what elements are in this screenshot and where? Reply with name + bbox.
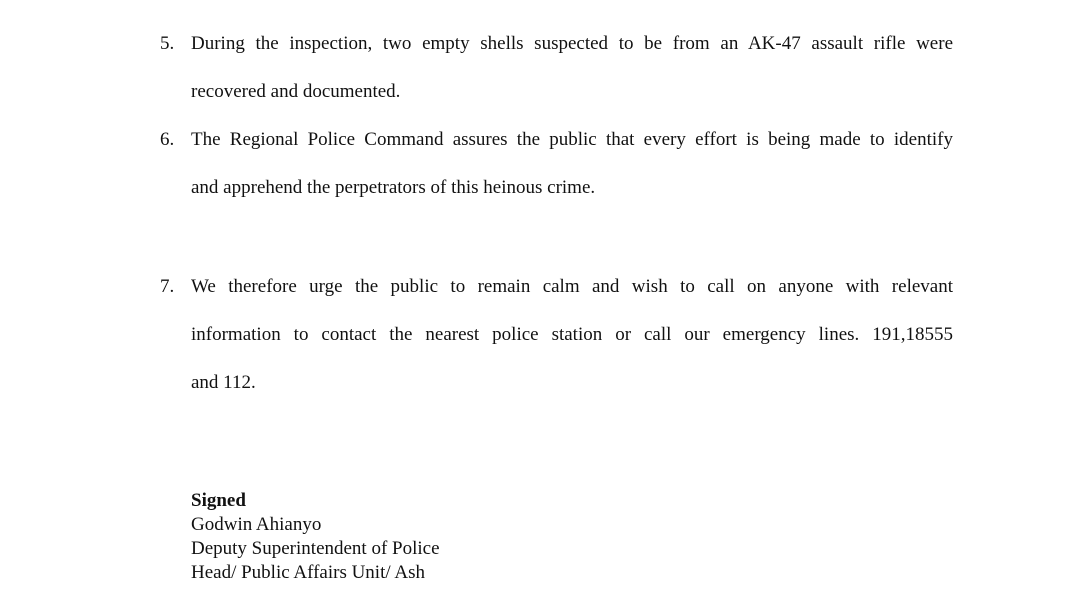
paragraph-line: and apprehend the perpetrators of this heinous crime. — [191, 177, 596, 198]
item-number: 5. — [160, 33, 175, 54]
paragraph-line: recovered and documented. — [191, 81, 401, 102]
paragraph-line: information to contact the nearest police station or call our emergency lines. 191,18555 — [191, 324, 953, 345]
paragraph-6 — [160, 129, 960, 209]
paragraph-line: and 112. — [191, 372, 256, 393]
item-number: 7. — [160, 276, 175, 297]
paragraph-7 — [160, 276, 960, 396]
item-number: 6. — [160, 129, 175, 150]
signatory-rank: Deputy Superintendent of Police — [191, 538, 440, 559]
signature-block — [191, 489, 440, 585]
paragraph-5 — [160, 33, 960, 113]
paragraph-line: We therefore urge the public to remain calm and wish to call on anyone with relevant — [191, 276, 953, 297]
signed-label: Signed — [191, 490, 246, 511]
signatory-unit: Head/ Public Affairs Unit/ Ash — [191, 562, 425, 583]
paragraph-line: During the inspection, two empty shells suspected to be from an AK-47 assault rifle were — [191, 33, 953, 54]
signatory-name: Godwin Ahianyo — [191, 514, 322, 535]
paragraph-line: The Regional Police Command assures the public that every effort is being made to identify — [191, 129, 953, 150]
